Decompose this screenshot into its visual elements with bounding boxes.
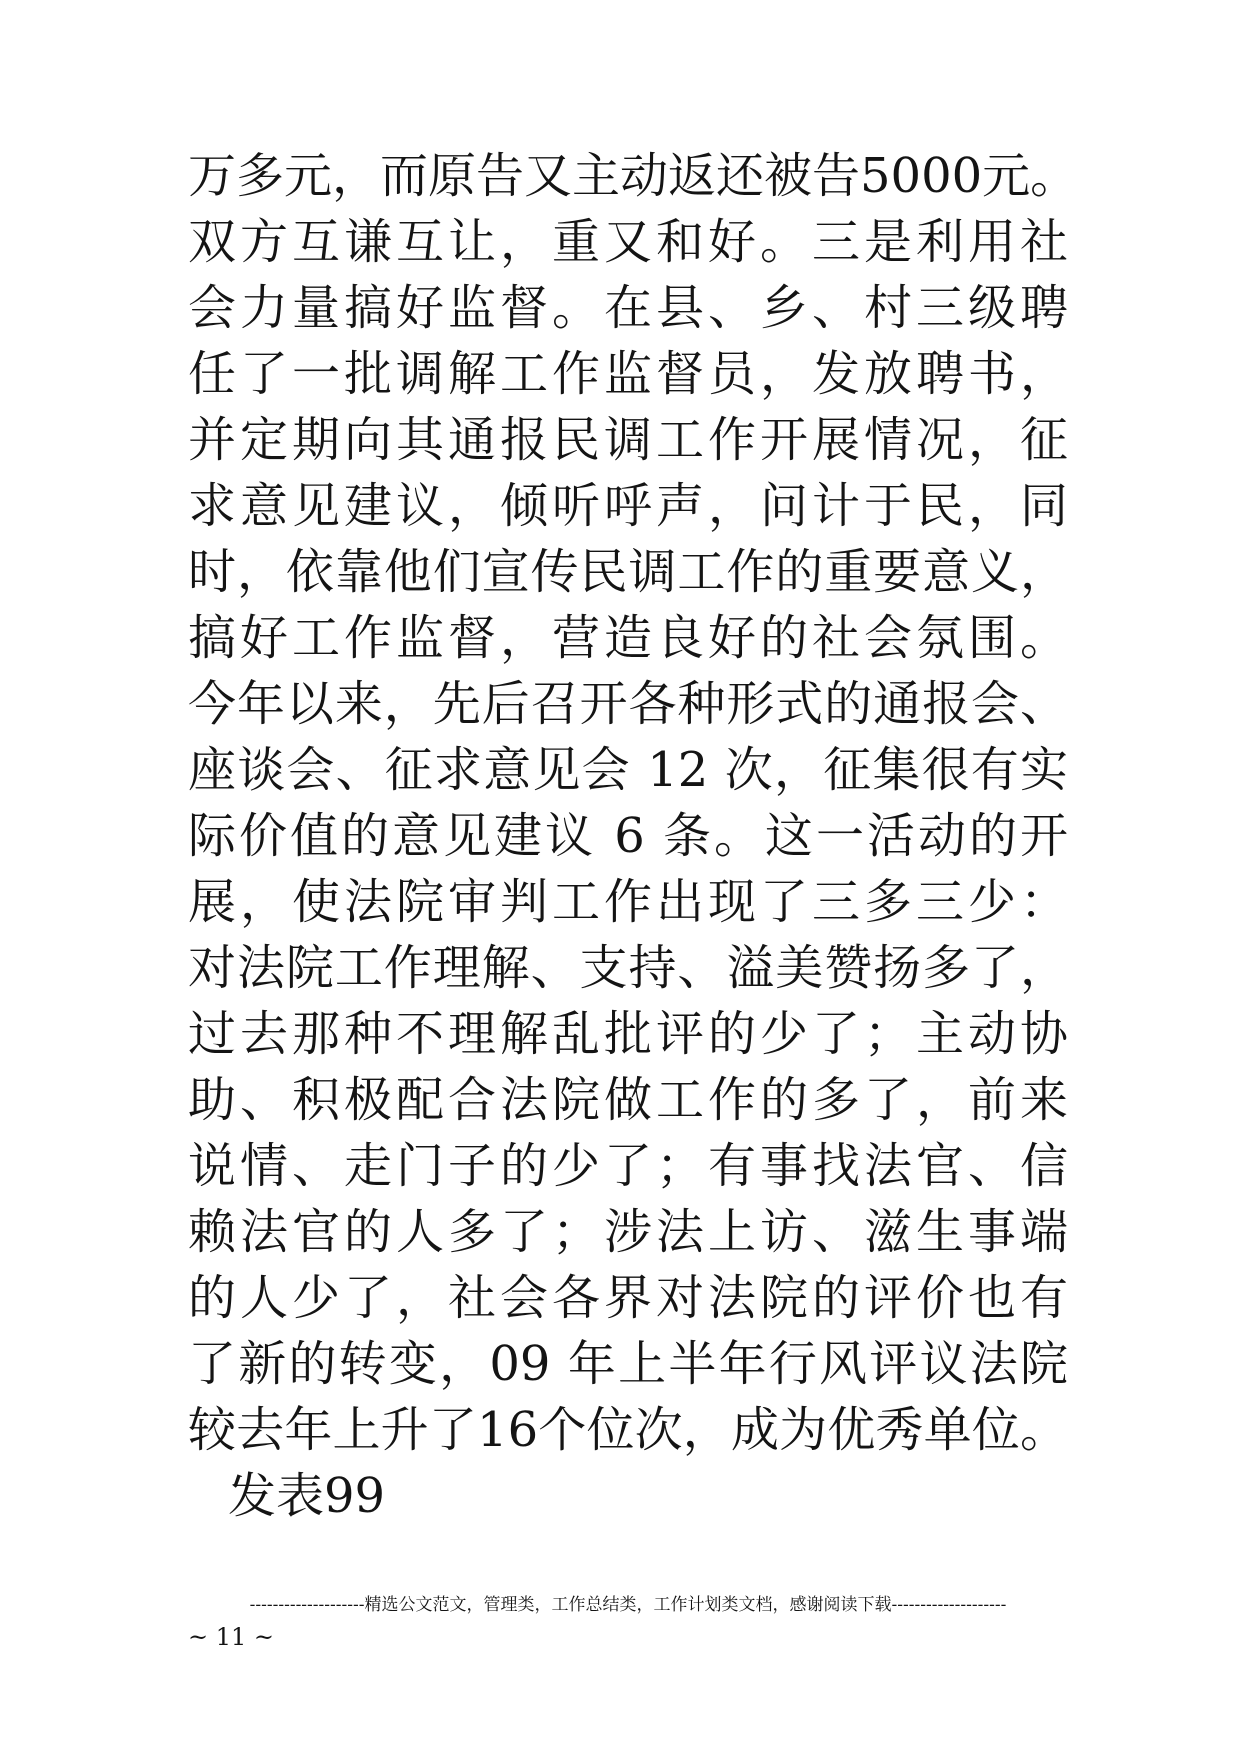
text-line: 展，使法院审判工作出现了三多三少： <box>188 874 1068 930</box>
closing-line: 发表99 <box>228 1468 386 1524</box>
text-line: 今年以来，先后召开各种形式的通报会、 <box>188 676 1068 732</box>
text-line: 际价值的意见建议 6 条。这一活动的开 <box>188 808 1068 864</box>
text-line: 过去那种不理解乱批评的少了；主动协 <box>188 1006 1068 1062</box>
footer-banner: --------------------精选公文范文，管理类，工作总结类，工作计划类文档，感谢阅读下载-------------------- <box>249 1595 1007 1615</box>
text-line: 时，依靠他们宣传民调工作的重要意义， <box>188 544 1068 600</box>
text-line: 助、积极配合法院做工作的多了，前来 <box>188 1072 1068 1128</box>
text-line: 了新的转变，09 年上半年行风评议法院 <box>188 1336 1068 1392</box>
text-line: 说情、走门子的少了；有事找法官、信 <box>188 1138 1068 1194</box>
page-number: ~ 11 ~ <box>188 1623 275 1651</box>
text-line: 赖法官的人多了；涉法上访、滋生事端 <box>188 1204 1068 1260</box>
text-line: 求意见建议，倾听呼声，问计于民，同 <box>188 478 1068 534</box>
text-line: 万多元，而原告又主动返还被告5000元。 <box>188 148 1079 204</box>
text-line: 对法院工作理解、支持、溢美赞扬多了， <box>188 940 1068 996</box>
text-line: 搞好工作监督，营造良好的社会氛围。 <box>188 610 1068 666</box>
text-line: 任了一批调解工作监督员，发放聘书， <box>188 346 1068 402</box>
text-line: 会力量搞好监督。在县、乡、村三级聘 <box>188 280 1068 336</box>
text-line: 双方互谦互让，重又和好。三是利用社 <box>188 214 1068 270</box>
body-text <box>188 143 1079 1529</box>
text-line: 并定期向其通报民调工作开展情况，征 <box>188 412 1068 468</box>
text-line: 较去年上升了16个位次，成为优秀单位。 <box>188 1402 1068 1458</box>
text-line: 的人少了，社会各界对法院的评价也有 <box>188 1270 1068 1326</box>
text-line: 座谈会、征求意见会 12 次，征集很有实 <box>188 742 1068 798</box>
